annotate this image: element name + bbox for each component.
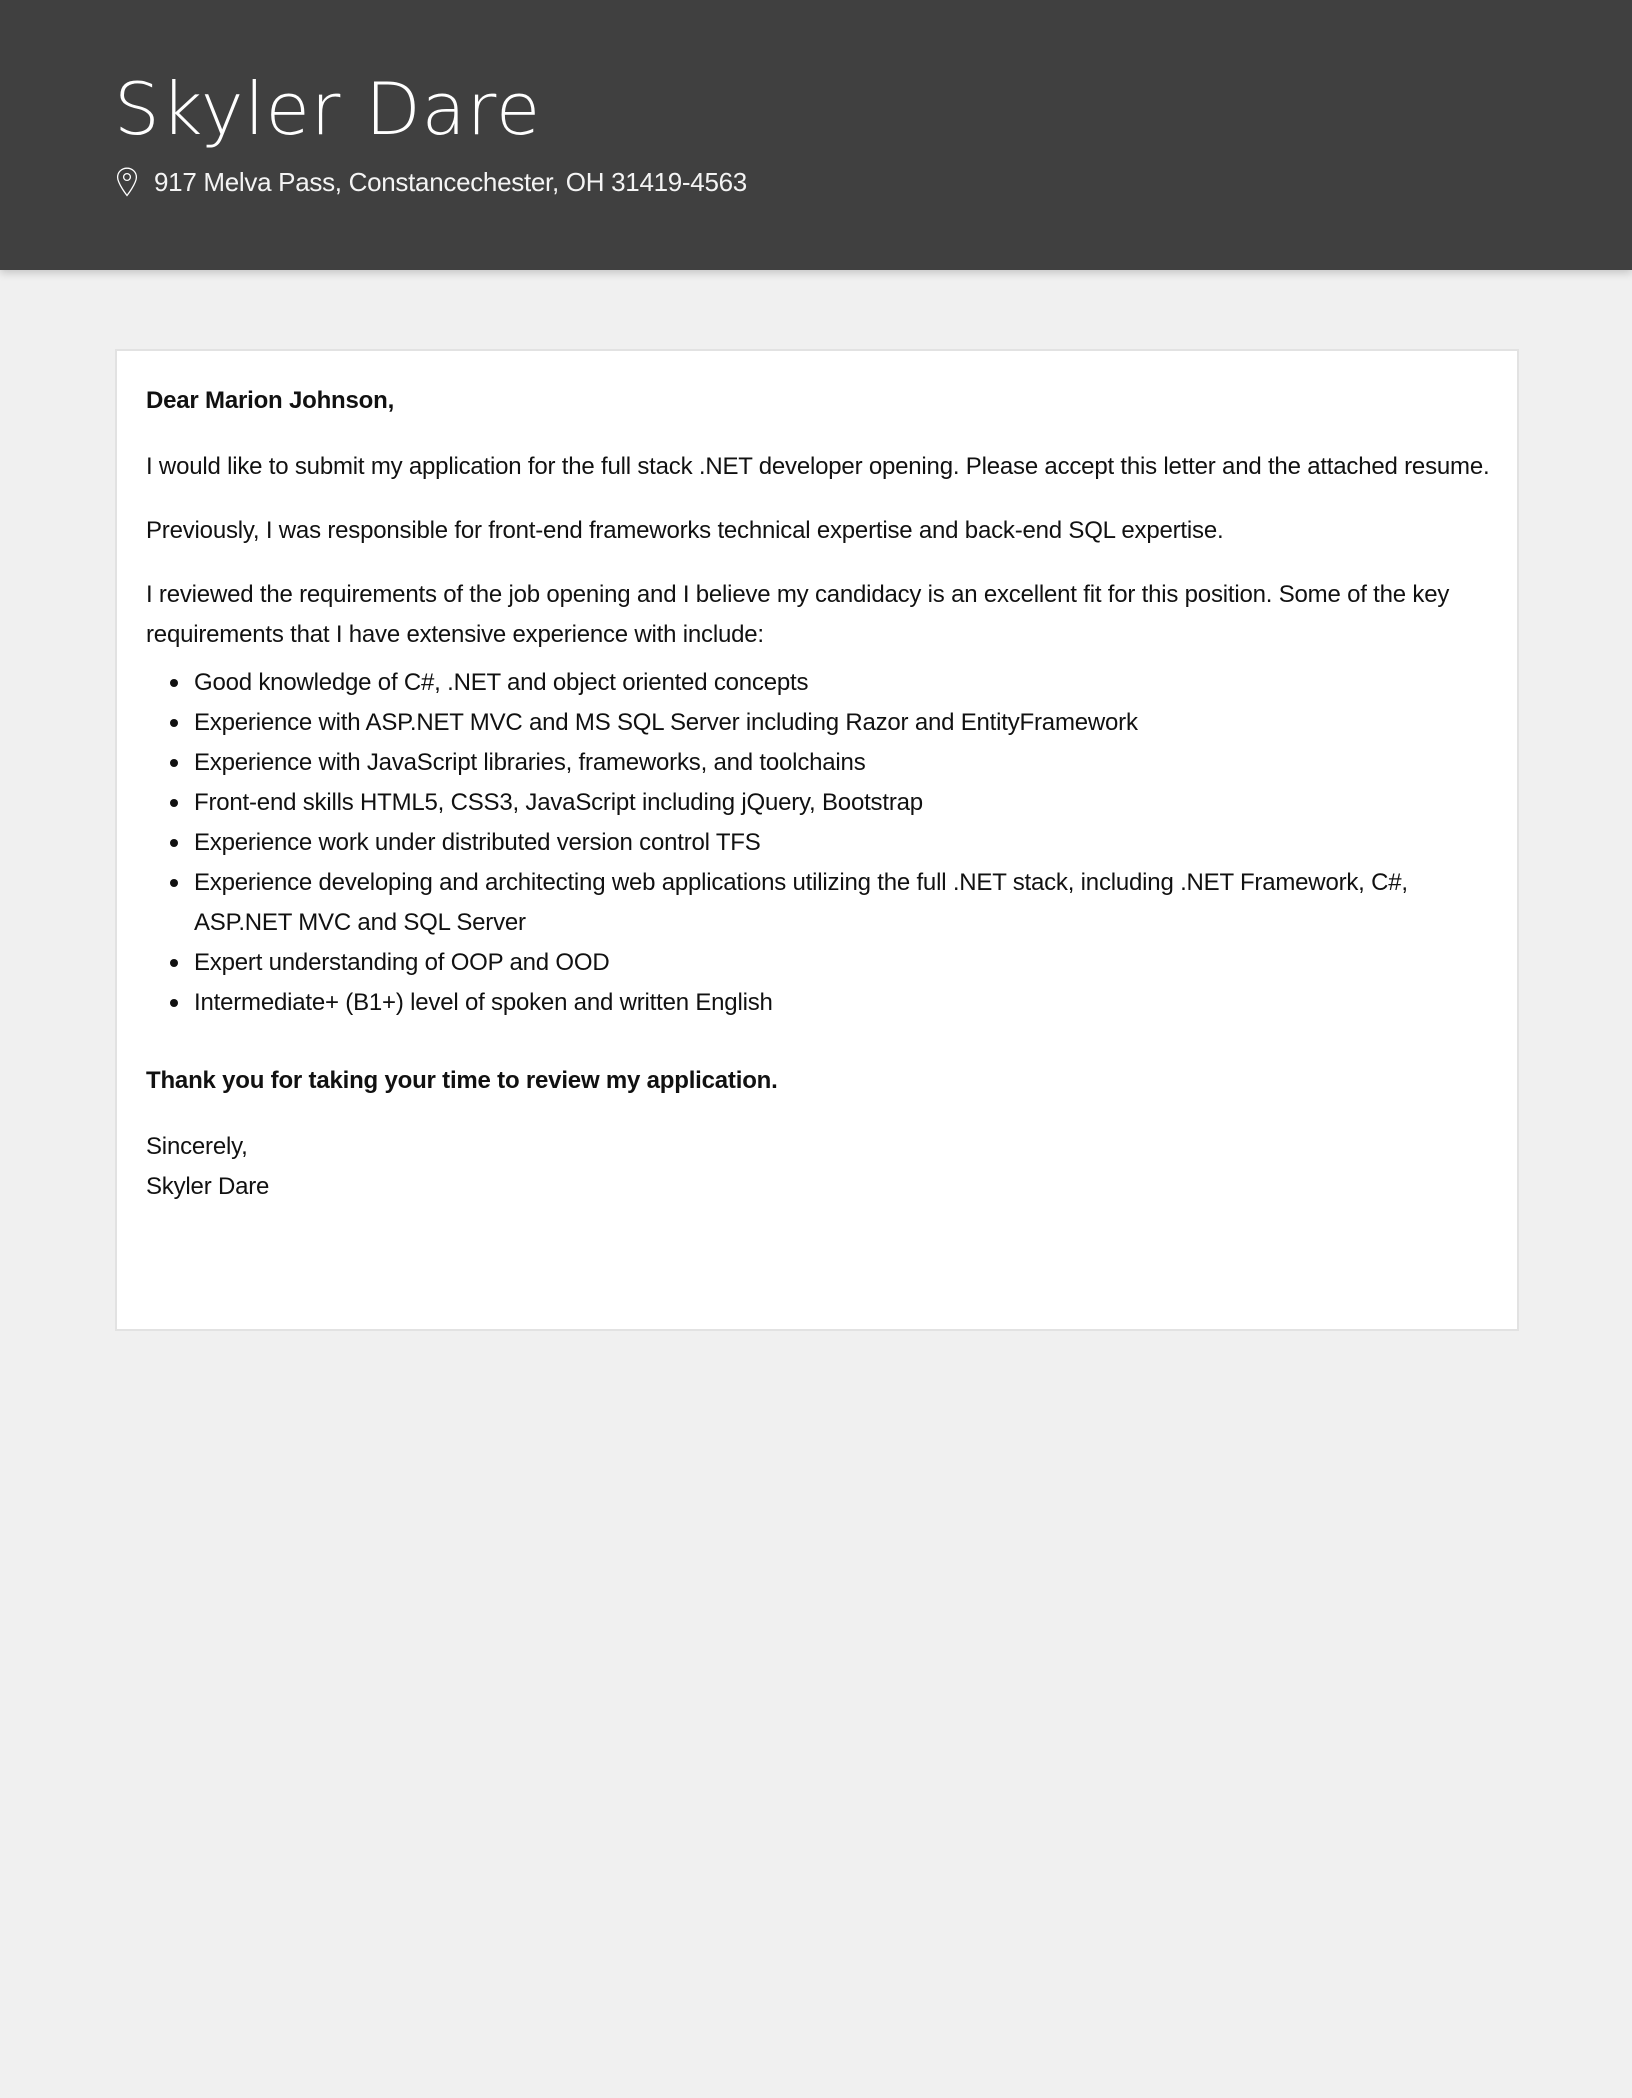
bullet-icon	[170, 799, 178, 807]
list-item	[194, 783, 1491, 823]
list-item	[194, 863, 1491, 943]
header	[0, 0, 1632, 270]
address-text: 917 Melva Pass, Constancechester, OH 31419-4563	[154, 167, 747, 197]
list-item-text: Expert understanding of OOP and OOD	[194, 949, 610, 976]
bullet-icon	[170, 759, 178, 767]
paragraph-requirements: I reviewed the requirements of the job opening and I believe my candidacy is an excellent fit for this position. Some of the key requirements that I have extensive experience with include:	[146, 581, 1450, 648]
requirements-list	[146, 663, 1491, 1023]
list-item	[194, 743, 1491, 783]
list-item-text: Good knowledge of C#, .NET and object oriented concepts	[194, 669, 809, 696]
list-item-text: Experience developing and architecting web applications utilizing the full .NET stack, including .NET Framework, C#, ASP.NET MVC and SQL Server	[194, 869, 1408, 936]
bullet-icon	[170, 999, 178, 1007]
bullet-icon	[170, 879, 178, 887]
bullet-icon	[170, 839, 178, 847]
cover-letter-card	[115, 349, 1519, 1331]
paragraph-intro: I would like to submit my application for the full stack .NET developer opening. Please accept this letter and the attached resume.	[146, 453, 1490, 480]
bullet-icon	[170, 679, 178, 687]
list-item	[194, 983, 1491, 1023]
list-item	[194, 823, 1491, 863]
list-item-text: Front-end skills HTML5, CSS3, JavaScript including jQuery, Bootstrap	[194, 789, 923, 816]
address-line	[116, 165, 747, 199]
bullet-icon	[170, 959, 178, 967]
letter-body	[146, 381, 1491, 1231]
closing-block	[146, 1127, 1491, 1207]
paragraph-experience: Previously, I was responsible for front-end frameworks technical expertise and back-end SQL expertise.	[146, 517, 1224, 544]
signature: Skyler Dare	[146, 1173, 270, 1200]
closing-salutation: Sincerely,	[146, 1133, 248, 1160]
thanks-line: Thank you for taking your time to review my application.	[146, 1067, 778, 1094]
bullet-icon	[170, 719, 178, 727]
list-item-text: Experience with ASP.NET MVC and MS SQL Server including Razor and EntityFramework	[194, 709, 1138, 736]
greeting: Dear Marion Johnson,	[146, 387, 395, 414]
map-pin-icon	[116, 167, 138, 197]
applicant-name: Skyler Dare	[114, 67, 542, 151]
list-item-text: Experience with JavaScript libraries, frameworks, and toolchains	[194, 749, 866, 776]
list-item	[194, 943, 1491, 983]
list-item-text: Intermediate+ (B1+) level of spoken and written English	[194, 989, 773, 1016]
list-item	[194, 663, 1491, 703]
list-item-text: Experience work under distributed version control TFS	[194, 829, 761, 856]
list-item	[194, 703, 1491, 743]
